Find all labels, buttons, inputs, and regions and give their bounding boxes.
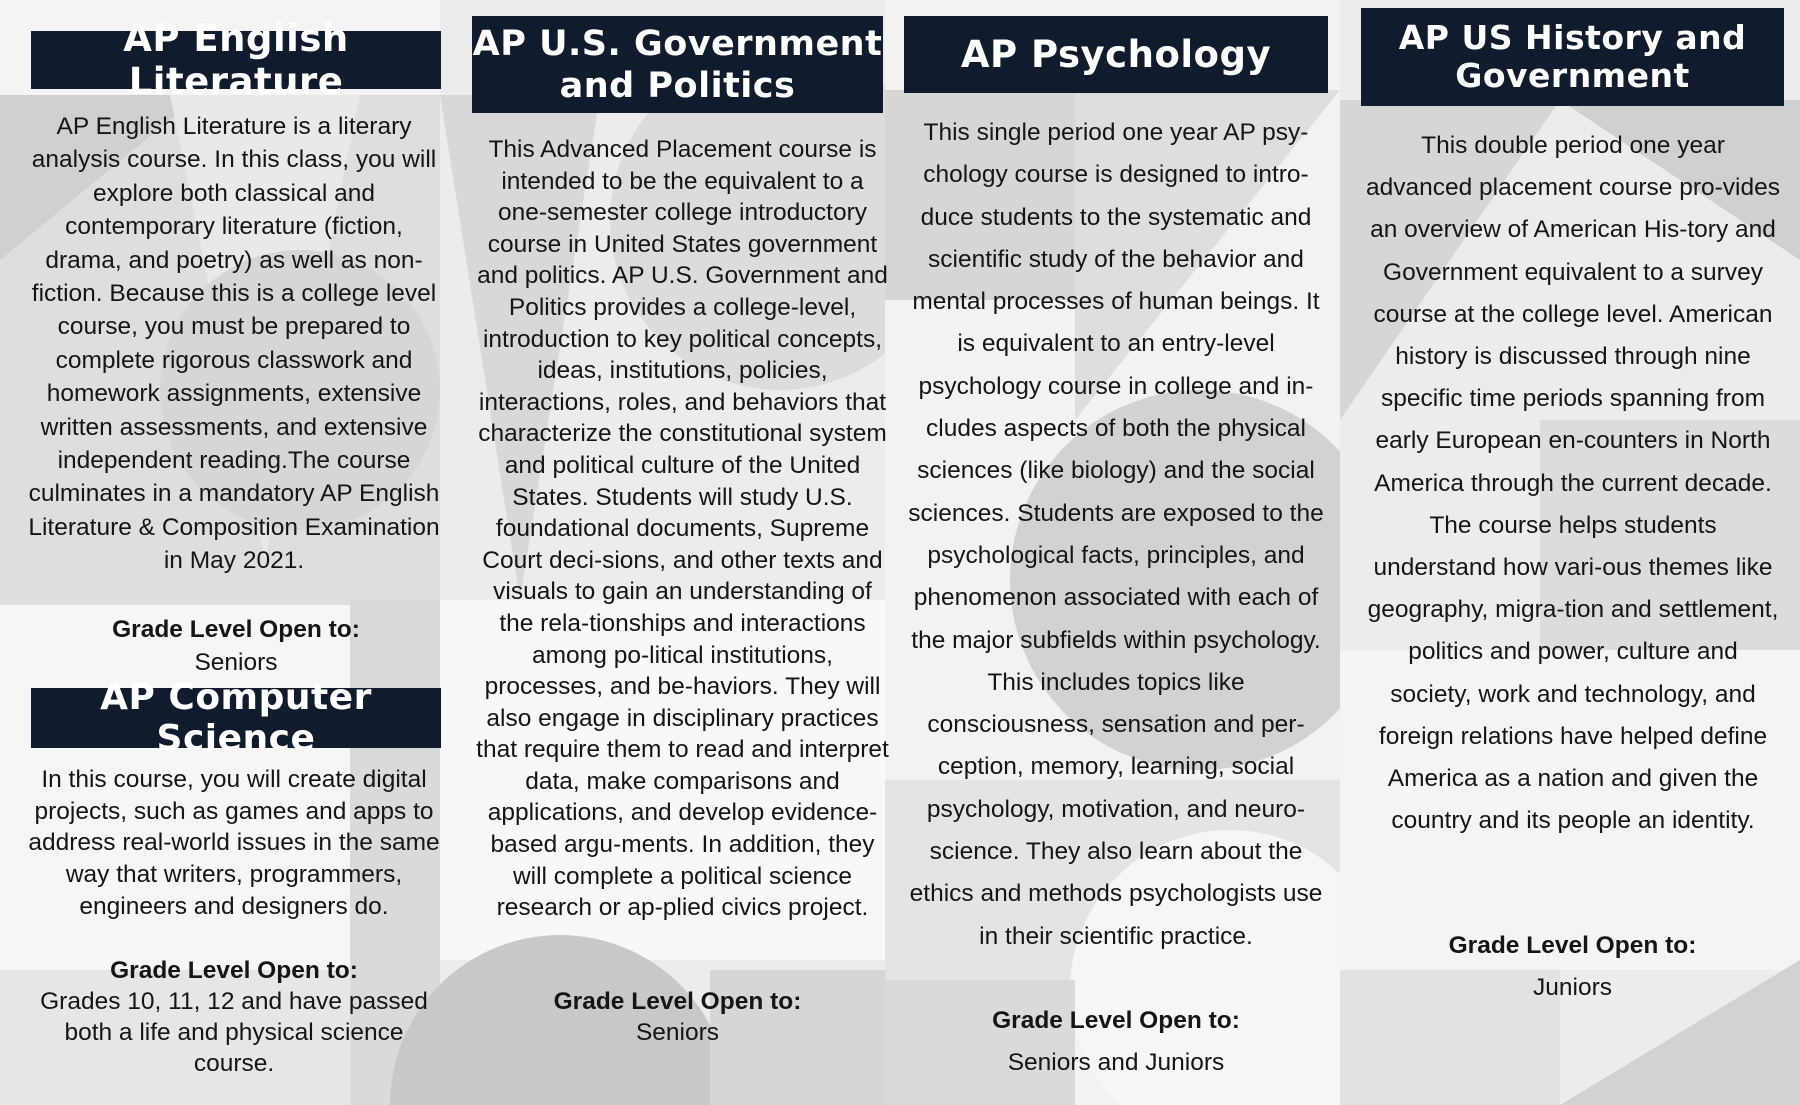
psych-description: This single period one year AP psy-chology course is designed to intro-duce students to the systematic and scientific study of the behavior and mental processes of human beings. It is equivalent to an entry-level psychology course in college and in-cludes aspects of both the physical sciences (like biology) and the social sciences. Students are exposed to the psychological facts, principles, and phenomenon associated with each of the major subfields within psychology. This includes topics like consciousness, sensation and per-ception, memory, learning, social psychology, motivation, and neuro-science. They also learn about the ethics and methods psychologists use in their scientific practice. bbox=[908, 119, 1324, 950]
psych-grade-label: Grade Level Open to: bbox=[992, 1007, 1240, 1034]
history-grade-value: Juniors bbox=[1533, 974, 1612, 1001]
psych-grade bbox=[904, 1000, 1328, 1084]
history-grade bbox=[1361, 925, 1784, 1009]
gov-grade bbox=[472, 986, 883, 1048]
cs-grade bbox=[26, 955, 442, 1079]
gov-title: AP U.S. Government and Politics bbox=[472, 23, 883, 106]
english-grade-value: Seniors bbox=[194, 649, 278, 676]
history-title: AP US History and Government bbox=[1398, 18, 1747, 95]
english-description: AP English Literature is a literary analysis course. In this class, you will explore both classical and contemporary literature (fiction, drama, and poetry) as well as non-fiction. Because this is a college level course, you must be prepared to complete rigorous classwork and homework assignments, extensive written assessments, and extensive independent reading.The course culminates in a mandatory AP English Literature & Composition Examination in May 2021. bbox=[28, 113, 440, 575]
history-description: This double period one year advanced placement course pro-vides an overview of American His-tory and Government equivalent to a survey course at the college level. American history is discussed through nine specific time periods spanning from early European en-counters in North America through the current decade. The course helps students understand how vari-ous themes like geography, migra-tion and settlement, politics and power, culture and society, work and technology, and foreign relations have helped define America as a nation and given the country and its people an identity. bbox=[1365, 132, 1780, 835]
english-header bbox=[31, 17, 441, 103]
gov-grade-value: Seniors bbox=[635, 1019, 720, 1046]
english-title: AP English Literature bbox=[123, 17, 349, 103]
psych-grade-value: Seniors and Juniors bbox=[1007, 1049, 1225, 1076]
cs-grade-value: Grades 10, 11, 12 and have passed both a life and physical science course. bbox=[40, 988, 428, 1077]
gov-header bbox=[472, 16, 883, 113]
english-grade-label: Grade Level Open to: bbox=[112, 616, 360, 643]
cs-title: AP Computer Science bbox=[100, 677, 372, 759]
cs-header bbox=[31, 677, 441, 759]
cs-description: In this course, you will create digital projects, such as games and apps to address real-world issues in the same way that writers, programmers, engineers and designers do. bbox=[28, 766, 440, 920]
history-grade-label: Grade Level Open to: bbox=[1448, 932, 1697, 959]
psych-title: AP Psychology bbox=[960, 33, 1272, 76]
gov-grade-label: Grade Level Open to: bbox=[553, 988, 802, 1015]
cs-grade-label: Grade Level Open to: bbox=[110, 957, 358, 984]
history-header bbox=[1361, 8, 1784, 106]
english-grade bbox=[31, 613, 441, 679]
gov-description: This Advanced Placement course is intended to be the equivalent to a one-semester college introductory course in United States government and politics. AP U.S. Government and Politics provides a college-level, introduction to key political concepts, ideas, institutions, policies, interactions, roles, and behaviors that characterize the constitutional system and political culture of the United States. Students will study U.S. foundational documents, Supreme Court deci-sions, and other texts and visuals to gain an understanding of the rela-tionships and interactions among po-litical institutions, processes, and be-haviors. They will also engage in disciplinary practices that require them to read and interpret data, make comparisons and applications, and develop evidence-based argu-ments. In addition, they will complete a political science research or ap-plied civics project. bbox=[476, 136, 889, 922]
psych-header bbox=[904, 16, 1328, 93]
